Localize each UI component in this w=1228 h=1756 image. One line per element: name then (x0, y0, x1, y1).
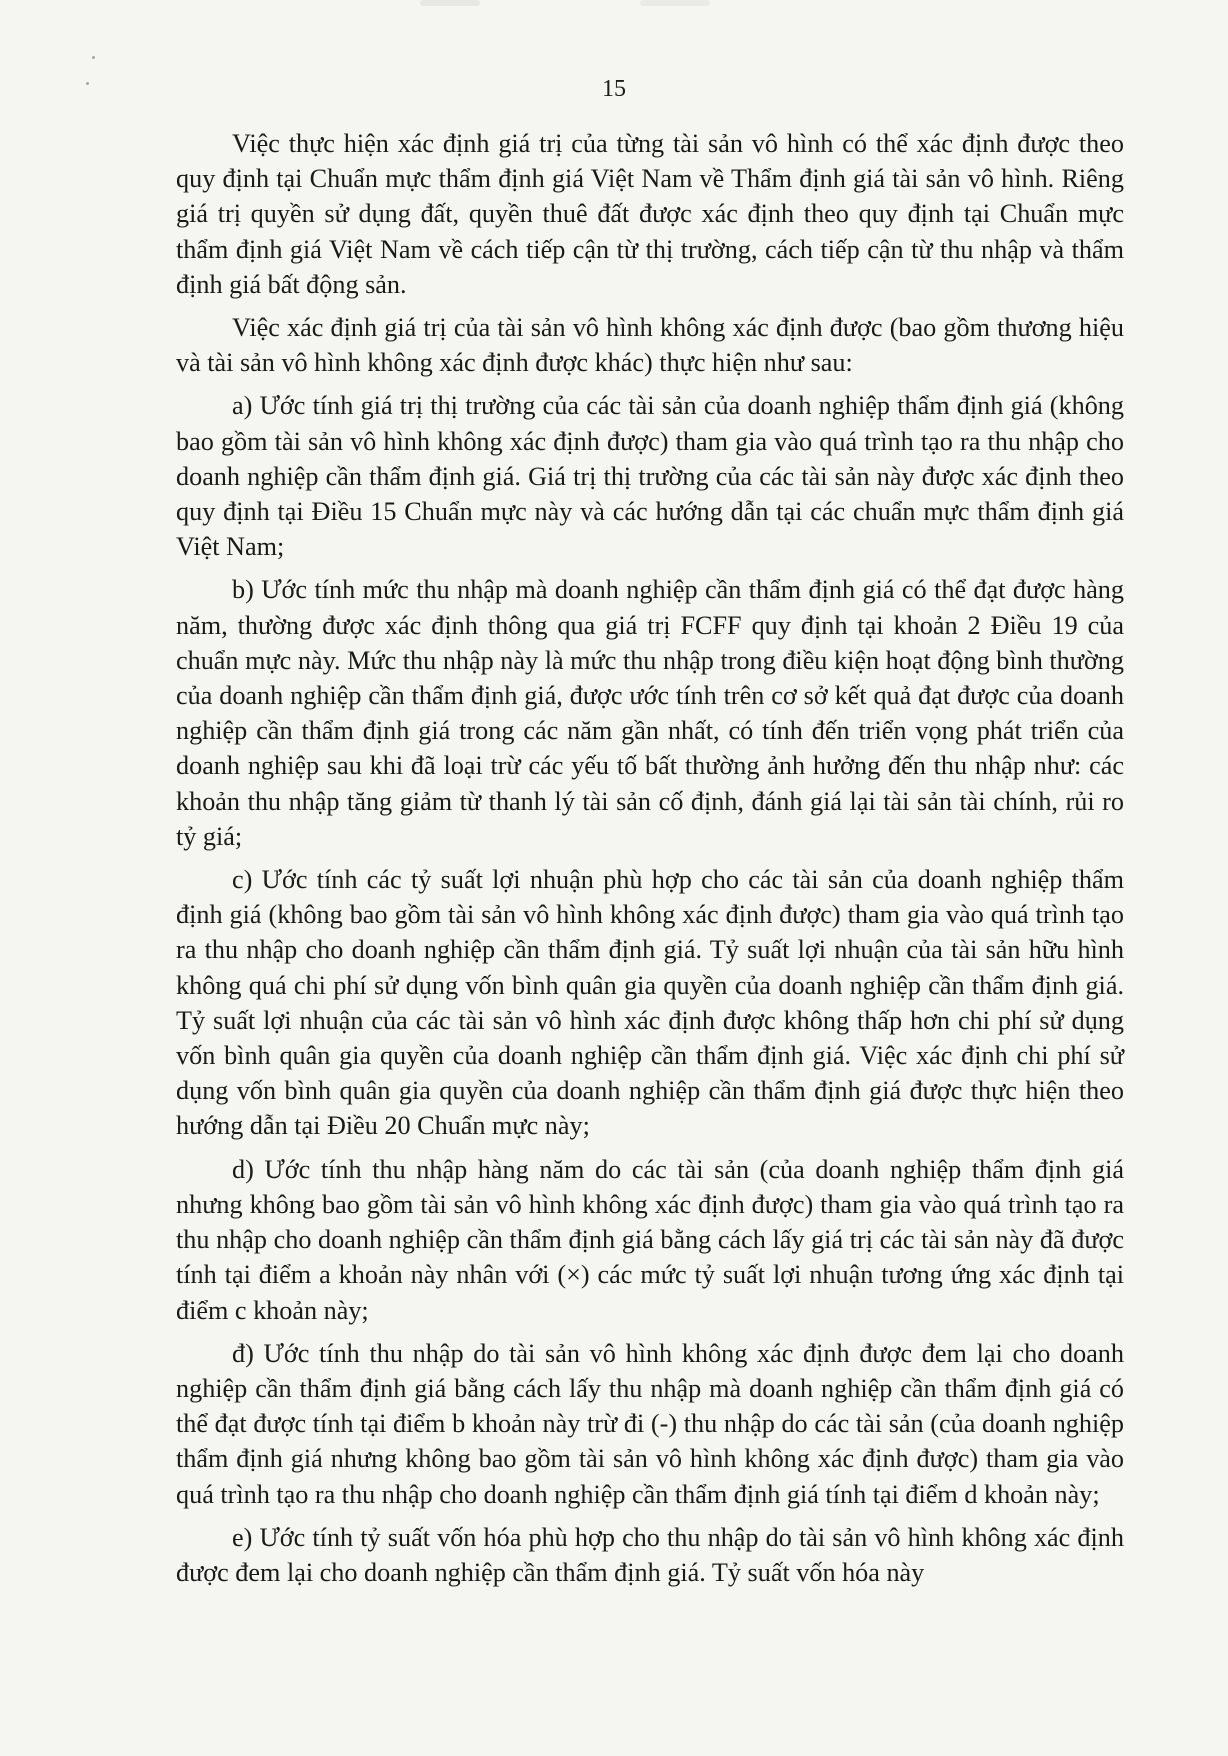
paragraph: Việc thực hiện xác định giá trị của từng tài sản vô hình có thể xác định được theo quy định tại Chuẩn mực thẩm định giá Việt Nam về Thẩm định giá tài sản vô hình. Riêng giá trị quyền sử dụng đất, quyền thuê đất được xác định theo quy định tại Chuẩn mực thẩm định giá Việt Nam về cách tiếp cận từ thị trường, cách tiếp cận từ thu nhập và thẩm định giá bất động sản. (176, 129, 1124, 299)
paragraph-item-dd: đ) Ước tính thu nhập do tài sản vô hình không xác định được đem lại cho doanh nghiệp cần thẩm định giá bằng cách lấy thu nhập mà doanh nghiệp cần thẩm định giá có thể đạt được tính tại điểm b khoản này trừ đi (-) thu nhập do các tài sản (của doanh nghiệp thẩm định giá nhưng không bao gồm tài sản vô hình không xác định được) tham gia vào quá trình tạo ra thu nhập cho doanh nghiệp cần thẩm định giá tính tại điểm d khoản này; (176, 1338, 1124, 1509)
scan-artifact (92, 56, 95, 59)
paragraph-item-b: b) Ước tính mức thu nhập mà doanh nghiệp cần thẩm định giá có thể đạt được hàng năm, thường được xác định thông qua giá trị FCFF quy định tại khoản 2 Điều 19 của chuẩn mực này. Mức thu nhập này là mức thu nhập trong điều kiện hoạt động bình thường của doanh nghiệp cần thẩm định giá, được ước tính trên cơ sở kết quả đạt được của doanh nghiệp cần thẩm định giá trong các năm gần nhất, có tính đến triển vọng phát triển của doanh nghiệp sau khi đã loại trừ các yếu tố bất thường ảnh hưởng đến thu nhập như: các khoản thu nhập tăng giảm từ thanh lý tài sản cố định, đánh giá lại tài sản tài chính, rủi ro tỷ giá; (176, 575, 1124, 851)
paragraph-item-c: c) Ước tính các tỷ suất lợi nhuận phù hợp cho các tài sản của doanh nghiệp thẩm định giá (không bao gồm tài sản vô hình không xác định được) tham gia vào quá trình tạo ra thu nhập cho doanh nghiệp cần thẩm định giá. Tỷ suất lợi nhuận của tài sản hữu hình không quá chi phí sử dụng vốn bình quân gia quyền của doanh nghiệp cần thẩm định giá. Tỷ suất lợi nhuận của các tài sản vô hình xác định được không thấp hơn chi phí sử dụng vốn bình quân gia quyền của doanh nghiệp cần thẩm định giá. Việc xác định chi phí sử dụng vốn bình quân gia quyền của doanh nghiệp cần thẩm định giá được thực hiện theo hướng dẫn tại Điều 20 Chuẩn mực này; (176, 865, 1124, 1141)
paragraph-item-a: a) Ước tính giá trị thị trường của các tài sản của doanh nghiệp thẩm định giá (không bao gồm tài sản vô hình không xác định được) tham gia vào quá trình tạo ra thu nhập cho doanh nghiệp cần thẩm định giá. Giá trị thị trường của các tài sản này được xác định theo quy định tại Điều 15 Chuẩn mực này và các hướng dẫn tại các chuẩn mực thẩm định giá Việt Nam; (176, 391, 1124, 562)
document-body (176, 126, 1124, 1598)
scan-artifact (640, 0, 710, 6)
page-number: 15 (602, 76, 626, 102)
scan-artifact (420, 0, 480, 6)
paragraph-item-d: d) Ước tính thu nhập hàng năm do các tài sản (của doanh nghiệp thẩm định giá nhưng không bao gồm tài sản vô hình không xác định được) tham gia vào quá trình tạo ra thu nhập cho doanh nghiệp cần thẩm định giá bằng cách lấy giá trị các tài sản này đã được tính tại điểm a khoản này nhân với (×) các mức tỷ suất lợi nhuận tương ứng xác định tại điểm c khoản này; (176, 1154, 1124, 1325)
paragraph: Việc xác định giá trị của tài sản vô hình không xác định được (bao gồm thương hiệu và tài sản vô hình không xác định được khác) thực hiện như sau: (176, 313, 1124, 378)
paragraph-item-e: e) Ước tính tỷ suất vốn hóa phù hợp cho thu nhập do tài sản vô hình không xác định được đem lại cho doanh nghiệp cần thẩm định giá. Tỷ suất vốn hóa này (176, 1522, 1124, 1587)
